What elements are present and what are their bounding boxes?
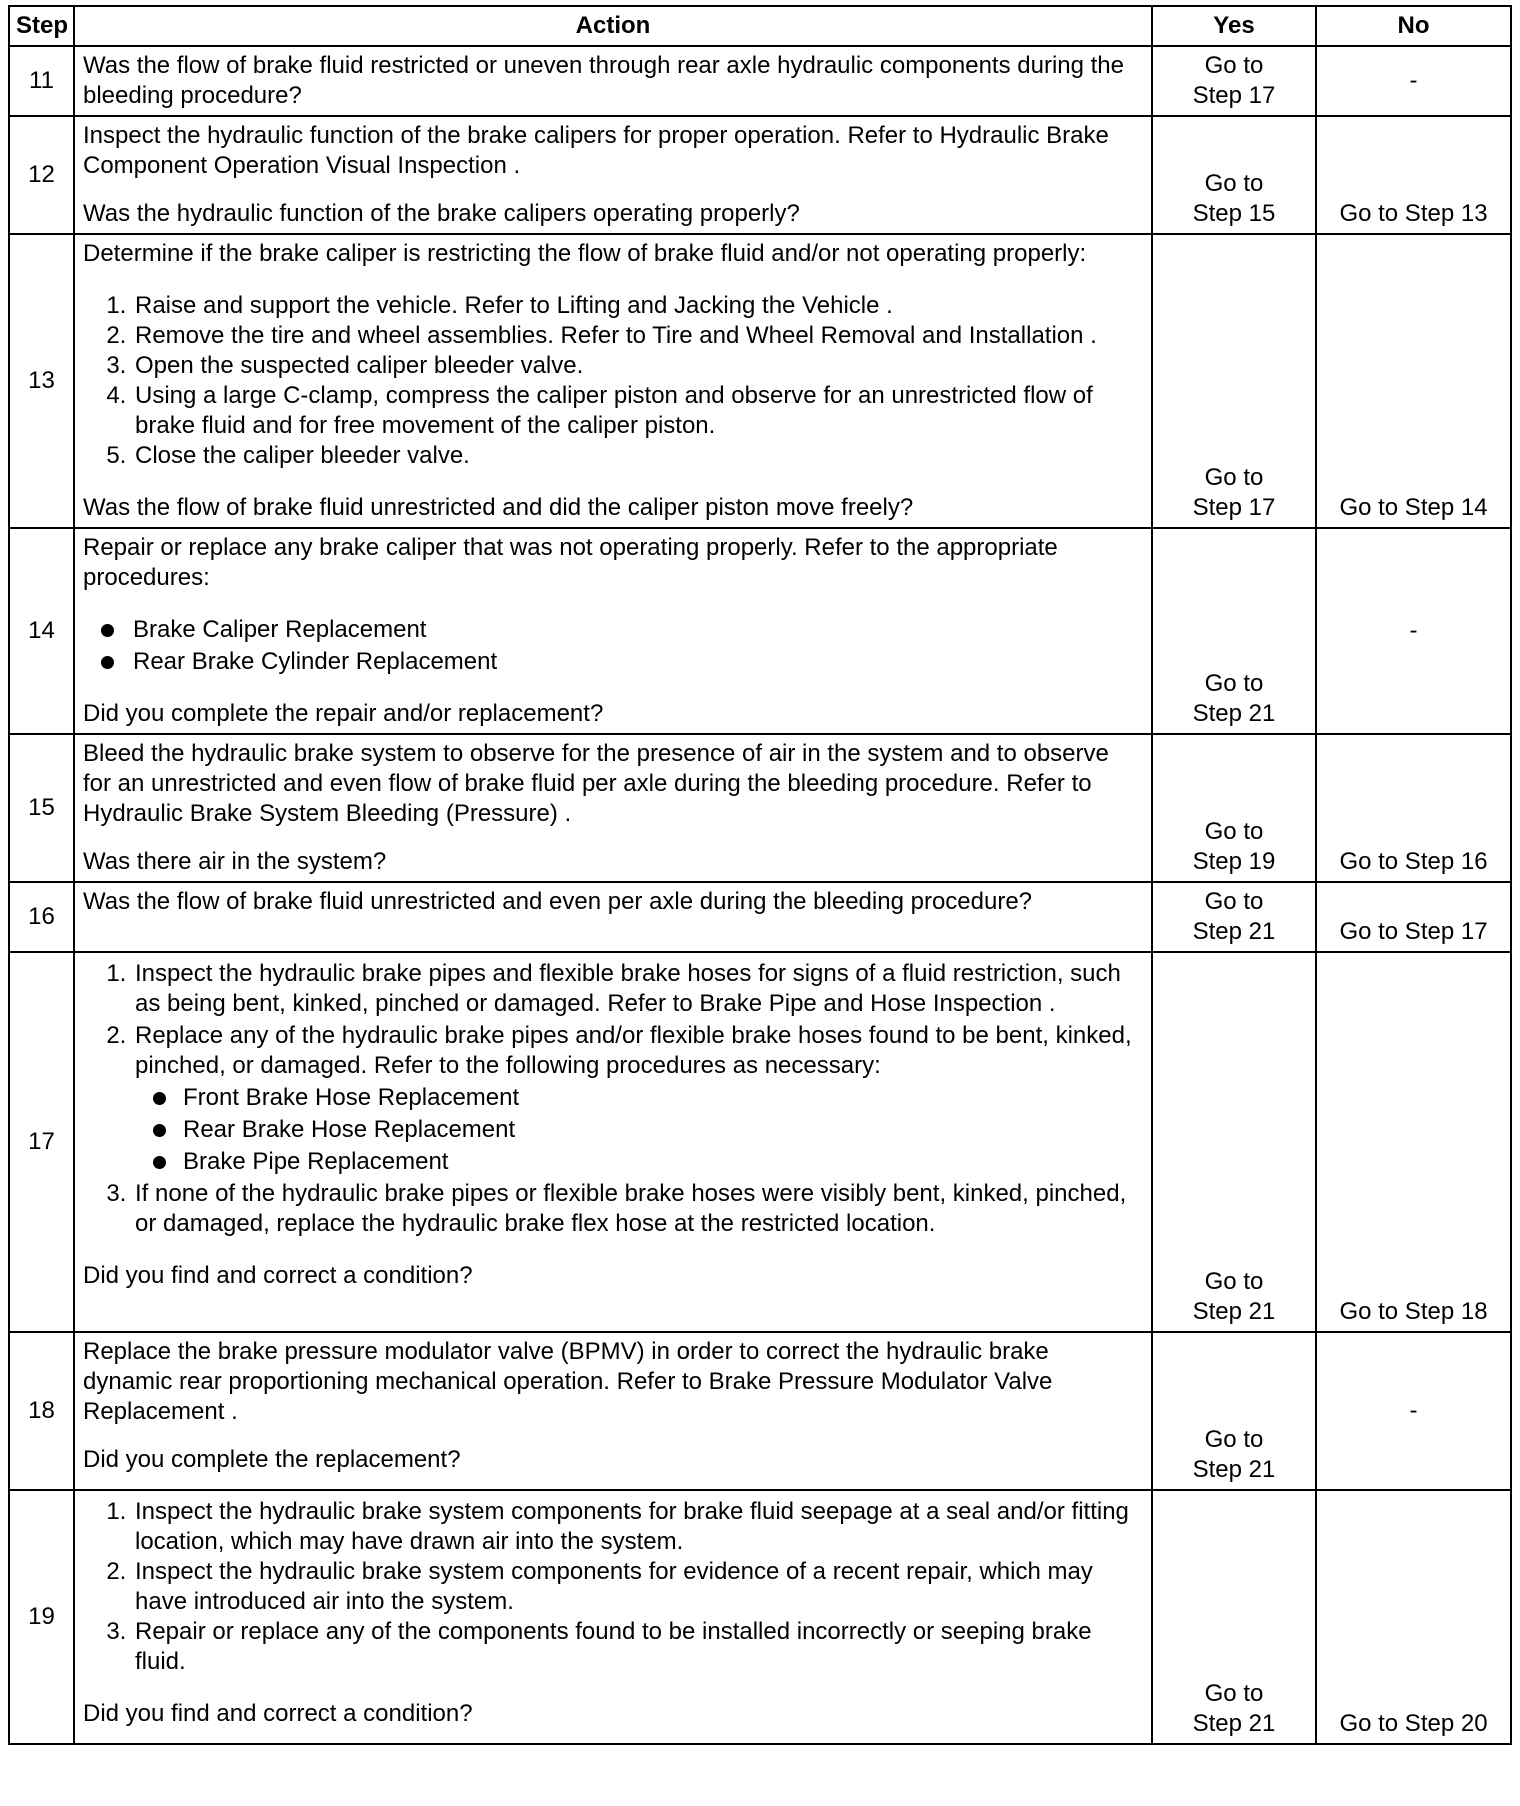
yes-cell	[1152, 46, 1316, 116]
step-number: 11	[9, 46, 74, 116]
no-cell: Go to Step 13	[1316, 116, 1511, 234]
no-cell: Go to Step 16	[1316, 734, 1511, 882]
no-cell: -	[1316, 1332, 1511, 1490]
action-text: Replace the brake pressure modulator valve (BPMV) in order to correct the hydraulic brake dynamic rear proportioning mechanical operation. Refer to Brake Pressure Modulator Valve Replacement .	[83, 1338, 1053, 1425]
action-cell	[74, 952, 1152, 1332]
list-item-text: Replace any of the hydraulic brake pipes and/or flexible brake hoses found to be bent, kinked, pinched, or damaged. Refer to the following procedures as necessary:	[135, 1022, 1132, 1079]
table-row-step-11	[9, 46, 1511, 116]
header-no: No	[1316, 6, 1511, 46]
action-text: Determine if the brake caliper is restricting the flow of brake fluid and/or not operating properly:	[83, 240, 1087, 267]
step-number: 19	[9, 1490, 74, 1744]
yes-line-2: Step 21	[1192, 1456, 1276, 1483]
yes-line-2: Step 17	[1192, 494, 1276, 521]
yes-line-2: Step 21	[1192, 700, 1276, 727]
procedure-list	[83, 959, 1143, 1239]
action-text: Bleed the hydraulic brake system to observe for the presence of air in the system and to observe for an unrestricted and even flow of brake fluid per axle during the bleeding procedure. Refer to Hydraulic Brake System Bleeding (Pressure) .	[83, 740, 1109, 827]
yes-line-2: Step 21	[1192, 1710, 1276, 1737]
list-item: 3. Repair or replace any of the components found to be installed incorrectly or seeping brake fluid.	[133, 1617, 1143, 1677]
procedure-list	[83, 291, 1143, 471]
action-cell	[74, 116, 1152, 234]
action-question: Was the hydraulic function of the brake calipers operating properly?	[83, 200, 800, 227]
step-number: 15	[9, 734, 74, 882]
step-number: 14	[9, 528, 74, 734]
table-row-step-15	[9, 734, 1511, 882]
action-cell	[74, 528, 1152, 734]
table-row-step-14	[9, 528, 1511, 734]
action-text: Was the flow of brake fluid unrestricted and even per axle during the bleeding procedure?	[83, 888, 1033, 915]
list-item: 1. Inspect the hydraulic brake pipes and flexible brake hoses for signs of a fluid restriction, such as being bent, kinked, pinched or damaged. Refer to Brake Pipe and Hose Inspection .	[133, 959, 1143, 1019]
action-question: Was there air in the system?	[83, 848, 387, 875]
yes-line-1: Go to	[1204, 1680, 1264, 1707]
table-row-step-18	[9, 1332, 1511, 1490]
step-number: 12	[9, 116, 74, 234]
step-number: 18	[9, 1332, 74, 1490]
yes-cell	[1152, 528, 1316, 734]
list-item: 3. If none of the hydraulic brake pipes or flexible brake hoses were visibly bent, kinked, pinched, or damaged, replace the hydraulic brake flex hose at the restricted location.	[133, 1179, 1143, 1239]
yes-cell	[1152, 952, 1316, 1332]
header-step: Step	[9, 6, 74, 46]
list-item: 2. Remove the tire and wheel assemblies. Refer to Tire and Wheel Removal and Installation .	[133, 321, 1143, 351]
table-row-step-13	[9, 234, 1511, 528]
header-action: Action	[74, 6, 1152, 46]
no-cell: Go to Step 18	[1316, 952, 1511, 1332]
bullet-item: Brake Pipe Replacement	[153, 1147, 1143, 1177]
table-row-step-12	[9, 116, 1511, 234]
action-cell	[74, 882, 1152, 952]
yes-line-2: Step 21	[1192, 918, 1276, 945]
list-item: 3. Open the suspected caliper bleeder valve.	[133, 351, 1143, 381]
action-text: Was the flow of brake fluid restricted or uneven through rear axle hydraulic components during the bleeding procedure?	[83, 52, 1124, 109]
list-item: 2. Inspect the hydraulic brake system components for evidence of a recent repair, which may have introduced air into the system.	[133, 1557, 1143, 1617]
action-question: Did you find and correct a condition?	[83, 1700, 473, 1727]
list-item: 4. Using a large C-clamp, compress the caliper piston and observe for an unrestricted flow of brake fluid and for free movement of the caliper piston.	[133, 381, 1143, 441]
yes-cell	[1152, 882, 1316, 952]
header-yes: Yes	[1152, 6, 1316, 46]
list-item: 1. Raise and support the vehicle. Refer to Lifting and Jacking the Vehicle .	[133, 291, 1143, 321]
step-number: 13	[9, 234, 74, 528]
bullet-item: Rear Brake Hose Replacement	[153, 1115, 1143, 1145]
action-question: Did you complete the repair and/or replacement?	[83, 700, 604, 727]
action-text: Inspect the hydraulic function of the brake calipers for proper operation. Refer to Hydraulic Brake Component Operation Visual Inspection .	[83, 122, 1109, 179]
list-item: 1. Inspect the hydraulic brake system components for brake fluid seepage at a seal and/or fitting location, which may have drawn air into the system.	[133, 1497, 1143, 1557]
table-row-step-17	[9, 952, 1511, 1332]
step-number: 17	[9, 952, 74, 1332]
procedure-bullets	[83, 615, 1143, 677]
table-row-step-19	[9, 1490, 1511, 1744]
yes-line-2: Step 21	[1192, 1298, 1276, 1325]
yes-line-2: Step 17	[1192, 82, 1276, 109]
no-cell: Go to Step 20	[1316, 1490, 1511, 1744]
yes-cell	[1152, 234, 1316, 528]
action-question: Did you find and correct a condition?	[83, 1262, 473, 1289]
sub-bullets	[135, 1083, 1143, 1177]
step-number: 16	[9, 882, 74, 952]
action-text: Repair or replace any brake caliper that was not operating properly. Refer to the appropriate procedures:	[83, 534, 1058, 591]
yes-line-1: Go to	[1204, 670, 1264, 697]
yes-cell	[1152, 1490, 1316, 1744]
bullet-item: Front Brake Hose Replacement	[153, 1083, 1143, 1113]
diagnostic-table	[8, 5, 1512, 1745]
no-cell: Go to Step 14	[1316, 234, 1511, 528]
yes-line-2: Step 19	[1192, 848, 1276, 875]
action-question: Did you complete the replacement?	[83, 1446, 461, 1473]
yes-line-1: Go to	[1204, 464, 1264, 491]
yes-line-1: Go to	[1204, 52, 1264, 79]
action-cell	[74, 46, 1152, 116]
no-cell: -	[1316, 46, 1511, 116]
bullet-item: Rear Brake Cylinder Replacement	[101, 647, 1143, 677]
yes-line-1: Go to	[1204, 170, 1264, 197]
action-cell	[74, 1490, 1152, 1744]
yes-line-1: Go to	[1204, 1426, 1264, 1453]
no-cell: -	[1316, 528, 1511, 734]
yes-line-1: Go to	[1204, 818, 1264, 845]
yes-line-1: Go to	[1204, 888, 1264, 915]
bullet-item: Brake Caliper Replacement	[101, 615, 1143, 645]
action-cell	[74, 1332, 1152, 1490]
list-item: 5. Close the caliper bleeder valve.	[133, 441, 1143, 471]
action-cell	[74, 734, 1152, 882]
action-cell	[74, 234, 1152, 528]
yes-cell	[1152, 116, 1316, 234]
table-row-step-16	[9, 882, 1511, 952]
action-question: Was the flow of brake fluid unrestricted and did the caliper piston move freely?	[83, 494, 914, 521]
yes-line-2: Step 15	[1192, 200, 1276, 227]
procedure-list	[83, 1497, 1143, 1677]
no-cell: Go to Step 17	[1316, 882, 1511, 952]
yes-cell	[1152, 1332, 1316, 1490]
yes-cell	[1152, 734, 1316, 882]
yes-line-1: Go to	[1204, 1268, 1264, 1295]
diagnostic-table-container	[8, 5, 1510, 1745]
list-item	[133, 1021, 1143, 1177]
header-row	[9, 6, 1511, 46]
